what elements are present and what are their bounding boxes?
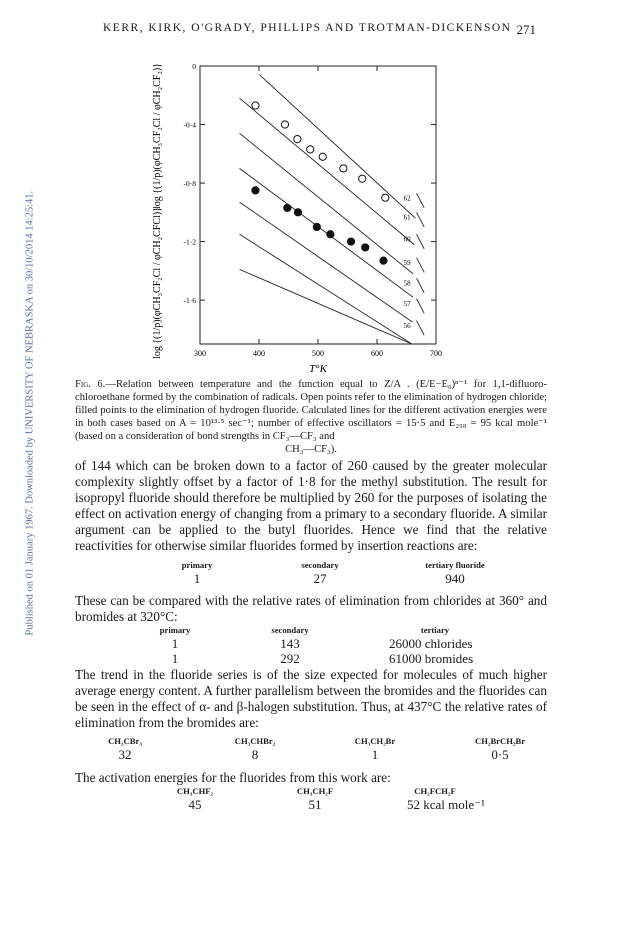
line-label-leader-62 xyxy=(417,193,425,208)
table3-header-3: CH₃CH₂Br xyxy=(354,736,396,746)
table-activation-energies xyxy=(75,786,547,816)
y-tick-label-1: -0·4 xyxy=(183,120,196,130)
open-point-3 xyxy=(294,136,301,143)
table2-header-secondary: secondary xyxy=(271,625,309,635)
table2-row1-secondary: 143 xyxy=(280,636,300,651)
x-tick-label-500: 500 xyxy=(312,349,324,358)
line-label-leader-56 xyxy=(417,321,425,336)
table4-header-1: CH₃CHF₂ xyxy=(176,786,214,796)
x-tick-label-700: 700 xyxy=(430,349,442,358)
open-point-4 xyxy=(307,146,314,153)
open-point-5 xyxy=(319,153,326,160)
table4-header-3: CH₂FCH₂F xyxy=(414,786,456,796)
table4-value-1: 45 xyxy=(188,797,202,812)
table2-row1-tertiary: 26000 chlorides xyxy=(389,636,473,651)
table1-header-secondary: secondary xyxy=(301,560,339,570)
line-label-leader-60 xyxy=(417,234,425,249)
open-point-1 xyxy=(252,102,259,109)
table4-value-3: 52 kcal mole⁻¹ xyxy=(407,797,485,812)
open-point-7 xyxy=(359,175,366,182)
table3-value-1: 32 xyxy=(118,747,132,762)
y-tick-label-2: -0·8 xyxy=(183,179,196,189)
line-label-62: 62 xyxy=(403,194,411,203)
calculated-line-62 xyxy=(260,75,416,218)
figure-6-chart xyxy=(150,58,450,378)
paragraph-4: The activation energies for the fluorides from this work are: xyxy=(75,770,391,785)
filled-point-2 xyxy=(284,204,291,211)
filled-point-1 xyxy=(252,187,259,194)
calculated-line-59 xyxy=(240,168,413,297)
line-label-leader-59 xyxy=(417,258,425,273)
table3-header-1: CH₃CBr₃ xyxy=(108,736,142,746)
open-point-2 xyxy=(281,121,288,128)
paragraph-1: of 144 which can be broken down to a factor of 260 caused by the greater molecular complexity slightly offset by a factor of 1·8 for the methyl substitution. The result for isopropyl fluoride should therefore be multiplied by 260 for the purposes of isolating the effect on activation energy of changing from a primary to a secondary fluoride. A similar argument can be applied to the butyl fluorides. Hence we find that the relative reactivities for otherwise similar fluorides formed by insertion reactions are: xyxy=(75,458,547,553)
y-axis-label-top: log {(1/p)(φCH₃CF₂Cl / φCH₂CF₂)} xyxy=(152,63,163,209)
line-label-57: 57 xyxy=(403,300,411,309)
table2-row2-tertiary: 61000 bromides xyxy=(389,651,474,666)
x-axis-label: T°K xyxy=(309,363,327,375)
filled-point-8 xyxy=(380,257,387,264)
x-tick-label-600: 600 xyxy=(371,349,383,358)
calculated-line-56 xyxy=(240,269,412,344)
table2-header-tertiary: tertiary xyxy=(420,625,450,635)
table3-value-3: 1 xyxy=(371,747,379,762)
y-tick-label-3: -1·2 xyxy=(183,237,196,247)
running-header xyxy=(103,22,536,37)
y-tick-label-0: 0 xyxy=(192,62,196,71)
line-label-58: 58 xyxy=(403,279,411,288)
line-label-61: 61 xyxy=(403,213,411,222)
table3-value-4: 0·5 xyxy=(491,747,509,762)
line-label-leader-58 xyxy=(417,278,425,293)
header-authors: KERR, KIRK, O'GRADY, PHILLIPS AND TROTMAN-DICKENSON xyxy=(103,22,512,34)
table3-header-2: CH₃CHBr₂ xyxy=(234,736,276,746)
filled-point-6 xyxy=(347,238,354,245)
x-tick-label-400: 400 xyxy=(253,349,265,358)
table1-header-tertiary: tertiary fluoride xyxy=(425,560,485,570)
table2-row1-primary: 1 xyxy=(171,636,179,651)
caption-lead: Fig. 6. xyxy=(75,379,106,390)
table-bromide-rates xyxy=(75,736,547,766)
table2-row2-secondary: 292 xyxy=(280,651,300,666)
line-label-60: 60 xyxy=(403,235,411,244)
caption-text: —Relation between temperature and the function equal to Z/A . (E/E−E₀)ⁿ⁻¹ for 1,1-difluoro-chloroethane formed by the combination of radicals. Open points refer to the elimination of hydrogen chloride; filled points to the elimination of hydrogen fluoride. Calculated lines for the different activation energies were in both cases based on A = 10¹³·⁵ sec⁻¹; number of effective oscillators = 15·5 and E₂₉₈ = 95 kcal mole⁻¹ (based on a consideration of bond strengths in CF₃—CF₃ and xyxy=(75,379,547,442)
table1-value-tertiary: 940 xyxy=(445,571,465,586)
table-elimination-rates xyxy=(75,625,547,669)
table4-header-2: CH₃CH₂F xyxy=(296,786,334,796)
paragraph-3: The trend in the fluoride series is of the size expected for molecules of much higher average energy content. A further parallelism between the bromides and the fluorides can be seen in the effect of α- and β-halogen substitution. Thus, at 437°C the relative rates of elimination from the bromides are: xyxy=(75,667,547,730)
table3-header-4: CH₂BrCH₂Br xyxy=(474,736,526,746)
table-relative-reactivity xyxy=(75,560,547,590)
line-label-59: 59 xyxy=(403,259,411,268)
filled-point-7 xyxy=(362,244,369,251)
table1-value-primary: 1 xyxy=(193,571,201,586)
open-point-6 xyxy=(340,165,347,172)
table1-value-secondary: 27 xyxy=(313,571,327,586)
figure-caption xyxy=(75,378,547,456)
calculated-line-60 xyxy=(240,133,413,273)
table2-row2-primary: 1 xyxy=(171,651,179,666)
calculated-line-61 xyxy=(240,98,415,244)
x-tick-label-300: 300 xyxy=(194,349,206,358)
caption-tail: CH₃—CF₃). xyxy=(285,444,337,455)
filled-point-4 xyxy=(313,223,320,230)
download-watermark: Published on 01 January 1967. Downloaded by UNIVERSITY OF NEBRASKA on 30/10/2014 14:25:41. xyxy=(24,190,36,636)
line-label-leader-57 xyxy=(417,299,425,314)
y-axis-label-bottom: log {(1/p)(φCH₃CF₂Cl / φCH₂CFCl)} xyxy=(152,207,163,359)
filled-point-5 xyxy=(327,231,334,238)
paragraph-2: These can be compared with the relative rates of elimination from chlorides at 360° and bromides at 320°C: xyxy=(75,593,547,624)
table1-header-primary: primary xyxy=(181,560,213,570)
line-label-leader-61 xyxy=(417,212,425,227)
filled-point-3 xyxy=(294,209,301,216)
table4-value-2: 51 xyxy=(308,797,322,812)
y-tick-label-4: -1·6 xyxy=(183,296,196,306)
open-point-8 xyxy=(382,194,389,201)
calculated-line-57 xyxy=(240,234,412,344)
line-label-56: 56 xyxy=(403,321,411,330)
table3-value-2: 8 xyxy=(251,747,259,762)
page-number: 271 xyxy=(516,22,536,37)
table2-header-primary: primary xyxy=(159,625,191,635)
